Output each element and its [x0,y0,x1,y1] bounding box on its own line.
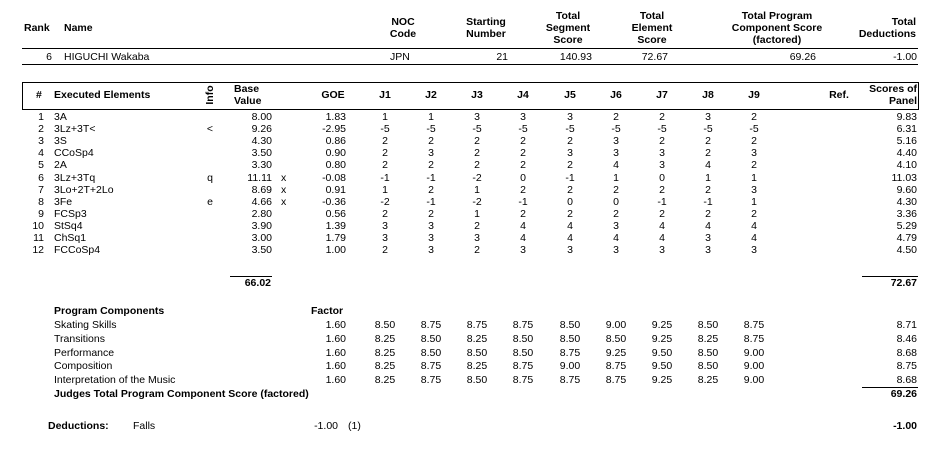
element-panel-score: 4.30 [896,195,917,208]
element-judge-score: 3 [613,135,619,148]
component-judge-score: 9.25 [605,346,627,359]
element-panel-score: 3.36 [896,207,917,220]
element-judge-score: 2 [474,219,480,232]
component-judge-score: 8.50 [512,346,534,359]
header-rule [22,48,918,49]
element-judge-score: -5 [380,123,390,136]
element-number: 7 [38,183,44,196]
element-goe: 0.90 [325,147,346,160]
element-judge-score: -2 [472,171,482,184]
component-judge-score: 8.75 [512,319,534,331]
element-judge-score: 1 [705,171,711,184]
element-judge-score: 2 [428,183,434,196]
component-judge-score: 9.25 [651,374,673,387]
element-judge-score: 2 [382,207,388,220]
element-goe: 0.86 [325,135,346,148]
element-base-value: 3.50 [251,244,272,257]
judge-header: J1 [379,89,391,101]
element-judge-score: 4 [705,219,711,232]
element-name: 3Lz+3T< [54,123,96,136]
program-components-title: Program Components [54,305,165,317]
element-judge-score: 3 [659,159,665,172]
element-judge-score: 2 [659,111,665,123]
element-judge-score: 3 [751,244,757,257]
element-judge-score: 2 [520,183,526,196]
component-judge-score: 8.25 [466,332,488,345]
element-base-value: 4.30 [251,135,272,148]
element-judge-score: 2 [613,111,619,123]
element-judge-score: 2 [428,207,434,220]
component-judge-score: 8.75 [420,374,442,387]
element-judge-score: 2 [474,147,480,160]
segment-score-header-line1: Total [555,10,581,22]
skater-noc: JPN [390,51,410,63]
component-name: Composition [54,360,113,373]
component-judge-score: 8.75 [512,360,534,373]
element-panel-score: 9.83 [896,111,917,123]
component-judge-score: 8.50 [374,319,396,331]
element-judge-score: 2 [567,183,573,196]
element-number: 3 [38,135,44,148]
element-name: 3Lz+3Tq [54,171,96,184]
element-judge-score: 2 [382,135,388,148]
element-goe: 1.79 [325,232,346,244]
element-base-value: 8.69 [251,183,272,196]
element-number: 1 [38,111,44,123]
skater-element-score: 72.67 [641,51,668,63]
starting-number-header-line1: Starting [466,16,506,28]
element-judge-score: 1 [474,183,480,196]
element-judge-score: 2 [520,135,526,148]
element-judge-score: 3 [428,147,434,160]
element-info: < [206,123,214,136]
component-judge-score: 8.25 [374,332,396,345]
component-judge-score: 8.25 [374,374,396,387]
judge-header: J4 [517,89,529,101]
base-value-header-line2: Value [234,95,262,107]
scores-of-panel-header-line1: Scores of [869,83,917,95]
element-judge-score: 2 [705,135,711,148]
judge-header: J8 [702,89,714,101]
element-judge-score: 3 [613,244,619,257]
element-judge-score: 2 [751,159,757,172]
element-number: 8 [38,195,44,208]
component-judge-score: 8.50 [559,319,581,331]
component-judge-score: 8.50 [697,319,719,331]
component-judge-score: 9.50 [651,360,673,373]
judge-header: J6 [610,89,622,101]
element-judge-score: -1 [657,195,667,208]
component-judge-score: 8.50 [559,332,581,345]
rank-header: Rank [24,22,50,34]
element-goe: -0.08 [322,171,346,184]
element-judge-score: 2 [520,159,526,172]
element-goe: 1.83 [325,111,346,123]
element-judge-score: 1 [474,207,480,220]
element-judge-score: -5 [565,123,575,136]
element-panel-score: 4.10 [896,159,917,172]
element-judge-score: 2 [659,183,665,196]
element-judge-score: -5 [472,123,482,136]
element-number: 4 [38,147,44,160]
component-judge-score: 8.75 [605,374,627,387]
element-judge-score: 4 [659,232,665,244]
element-judge-score: -5 [518,123,528,136]
component-judge-score: 8.50 [697,346,719,359]
component-factor: 1.60 [325,360,346,373]
element-number: 6 [38,171,44,184]
element-judge-score: 4 [520,232,526,244]
element-judge-score: 1 [428,111,434,123]
element-judge-score: 4 [613,232,619,244]
deduction-value: -1.00 [314,420,338,432]
component-name: Interpretation of the Music [54,374,176,387]
skater-name: HIGUCHI Wakaba [64,51,150,63]
element-judge-score: 2 [613,183,619,196]
element-judge-score: 1 [613,171,619,184]
component-judge-score: 8.25 [697,374,719,387]
component-judge-score: 8.75 [420,360,442,373]
element-name: 3S [54,135,67,148]
judge-header: J5 [564,89,576,101]
element-judge-score: 2 [382,147,388,160]
element-judge-score: 1 [751,195,757,208]
element-judge-score: 3 [659,147,665,160]
element-goe: -0.36 [322,195,346,208]
component-judge-score: 9.00 [743,346,765,359]
element-judge-score: 2 [659,135,665,148]
components-total-score: 69.26 [890,388,917,400]
element-judge-score: 3 [567,244,573,257]
element-name: 3Lo+2T+2Lo [54,183,114,196]
component-judge-score: 8.75 [605,360,627,373]
element-base-value: 4.66 [251,195,272,208]
element-number: 9 [38,207,44,220]
skater-component-score: 69.26 [789,51,816,63]
element-score-header-line3: Score [637,34,667,46]
element-judge-score: -5 [657,123,667,136]
element-bonus-marker: x [281,195,287,208]
element-judge-score: -1 [703,195,713,208]
component-factor: 1.60 [325,346,346,359]
element-panel-score: 4.40 [896,147,917,160]
skater-segment-score: 140.93 [559,51,592,63]
ref-header: Ref. [829,89,849,101]
deduction-type: Falls [133,420,156,432]
element-judge-score: -1 [426,171,436,184]
name-header: Name [64,22,93,34]
element-judge-score: 3 [428,219,434,232]
element-base-value: 9.26 [251,123,272,136]
component-score-header-line2: Component Score [731,22,823,34]
element-judge-score: -1 [380,171,390,184]
element-judge-score: 3 [382,219,388,232]
component-judge-score: 8.25 [697,332,719,345]
element-panel-score: 4.79 [896,232,917,244]
element-judge-score: -1 [565,171,575,184]
element-goe: 1.00 [325,244,346,257]
element-goe: 0.80 [325,159,346,172]
component-judge-score: 9.25 [651,319,673,331]
element-judge-score: 3 [613,219,619,232]
element-number: 10 [32,219,44,232]
element-judge-score: 2 [751,135,757,148]
component-judge-score: 8.75 [420,319,442,331]
element-panel-score: 11.03 [891,171,917,184]
element-judge-score: 3 [659,244,665,257]
element-judge-score: 2 [705,183,711,196]
judge-header: J7 [656,89,668,101]
element-judge-score: -5 [426,123,436,136]
component-judge-score: 9.50 [651,346,673,359]
element-base-value: 3.00 [251,232,272,244]
element-number-header: # [36,89,42,101]
element-judge-score: -2 [472,195,482,208]
component-score-header-line1: Total Program [741,10,813,22]
element-base-value: 3.90 [251,219,272,232]
component-factor: 1.60 [325,319,346,331]
component-judge-score: 8.50 [420,332,442,345]
element-judge-score: 2 [428,135,434,148]
element-name: 3A [54,111,67,123]
judge-header: J2 [425,89,437,101]
element-judge-score: 2 [751,207,757,220]
component-name: Transitions [54,332,105,345]
element-judge-score: -5 [749,123,759,136]
element-judge-score: 3 [474,111,480,123]
element-name: FCSp3 [54,207,87,220]
element-judge-score: 2 [613,207,619,220]
element-judge-score: 4 [751,232,757,244]
element-goe: 0.56 [325,207,346,220]
element-judge-score: 3 [520,244,526,257]
element-judge-score: 4 [659,219,665,232]
component-judge-score: 8.75 [559,374,581,387]
segment-score-header-line3: Score [553,34,583,46]
component-factor: 1.60 [325,374,346,387]
element-judge-score: 0 [659,171,665,184]
component-judge-score: 8.50 [697,360,719,373]
element-goe: 1.39 [325,219,346,232]
element-number: 2 [38,123,44,136]
element-judge-score: 2 [567,159,573,172]
judge-header: J9 [748,89,760,101]
element-bonus-marker: x [281,171,287,184]
element-base-value: 8.00 [251,111,272,123]
component-judge-score: 8.50 [420,346,442,359]
components-total-label: Judges Total Program Component Score (factored) [54,388,309,400]
deduction-count: (1) [348,420,361,432]
element-score-header-line2: Element [631,22,673,34]
component-judge-score: 9.00 [605,319,627,331]
component-judge-score: 9.00 [559,360,581,373]
component-judge-score: 9.00 [743,360,765,373]
element-judge-score: 3 [567,147,573,160]
element-judge-score: 2 [705,147,711,160]
element-judge-score: 4 [567,219,573,232]
skater-rank: 6 [46,51,52,63]
element-panel-score: 9.60 [896,183,917,196]
component-judge-score: 8.50 [466,374,488,387]
element-judge-score: -1 [518,195,528,208]
element-judge-score: 2 [382,244,388,257]
elements-score-total: 72.67 [890,277,917,289]
element-judge-score: 2 [520,207,526,220]
component-judge-score: 8.25 [374,360,396,373]
element-judge-score: 2 [520,147,526,160]
component-factor: 1.60 [325,332,346,345]
element-judge-score: 2 [567,207,573,220]
element-name: 2A [54,159,67,172]
component-panel-score: 8.46 [896,332,917,345]
component-judge-score: 8.25 [374,346,396,359]
executed-elements-header: Executed Elements [54,89,151,101]
element-judge-score: 2 [428,159,434,172]
element-judge-score: 3 [705,244,711,257]
element-judge-score: 4 [520,219,526,232]
component-panel-score: 8.68 [896,346,917,359]
component-name: Skating Skills [54,319,117,331]
element-judge-score: -1 [426,195,436,208]
element-judge-score: 2 [567,135,573,148]
element-judge-score: 3 [382,232,388,244]
element-number: 12 [32,244,44,257]
element-judge-score: 0 [567,195,573,208]
component-judge-score: 8.50 [512,332,534,345]
element-judge-score: 2 [705,207,711,220]
element-bonus-marker: x [281,183,287,196]
element-panel-score: 4.50 [896,244,917,257]
element-judge-score: 3 [474,232,480,244]
element-judge-score: 1 [382,111,388,123]
starting-number-header-line2: Number [466,28,506,40]
element-judge-score: 1 [751,171,757,184]
deductions-total: -1.00 [893,420,917,432]
element-judge-score: 1 [382,183,388,196]
component-panel-score: 8.75 [896,360,917,373]
noc-header-line1: NOC [391,16,415,28]
element-number: 11 [33,232,44,244]
element-name: FCCoSp4 [54,244,101,257]
element-info: e [207,195,213,208]
factor-header: Factor [311,305,344,317]
element-judge-score: 0 [520,171,526,184]
info-header: Info [204,85,216,105]
component-score-header-line3: (factored) [752,34,802,46]
deductions-header-line2: Deductions [858,28,916,40]
element-panel-score: 5.16 [896,135,917,148]
element-goe: -2.95 [322,123,346,136]
element-judge-score: 2 [751,111,757,123]
component-panel-score: 8.68 [896,374,917,387]
element-judge-score: 4 [613,159,619,172]
noc-header-line2: Code [389,28,417,40]
component-judge-score: 8.25 [466,360,488,373]
element-judge-score: 4 [751,219,757,232]
element-score-header-line1: Total [639,10,665,22]
goe-header: GOE [321,89,345,101]
element-judge-score: 3 [705,232,711,244]
element-judge-score: 4 [705,159,711,172]
element-base-value: 11.11 [247,171,272,184]
element-judge-score: 3 [751,183,757,196]
element-info: q [207,171,213,184]
element-name: 3Fe [54,195,73,208]
component-judge-score: 9.00 [743,374,765,387]
element-judge-score: 3 [613,147,619,160]
element-judge-score: -5 [611,123,621,136]
deductions-header-line1: Total [891,16,916,28]
skater-deductions: -1.00 [893,51,917,63]
component-judge-score: 8.75 [743,332,765,345]
segment-score-header-line2: Segment [545,22,591,34]
component-judge-score: 8.50 [466,346,488,359]
base-value-header-line1: Base [234,83,260,95]
component-name: Performance [54,346,115,359]
skater-starting-number: 21 [496,51,508,63]
element-panel-score: 5.29 [896,219,917,232]
component-judge-score: 8.50 [605,332,627,345]
component-judge-score: 8.75 [466,319,488,331]
element-judge-score: 2 [382,159,388,172]
element-judge-score: 4 [567,232,573,244]
element-judge-score: 3 [567,111,573,123]
element-judge-score: 3 [428,232,434,244]
element-judge-score: 3 [705,111,711,123]
element-judge-score: 3 [428,244,434,257]
element-panel-score: 6.31 [896,123,917,136]
element-name: StSq4 [54,219,83,232]
component-judge-score: 8.75 [743,319,765,331]
element-judge-score: 3 [520,111,526,123]
element-judge-score: 2 [659,207,665,220]
component-judge-score: 8.75 [559,346,581,359]
element-number: 5 [38,159,44,172]
element-judge-score: 2 [474,159,480,172]
element-judge-score: 2 [474,244,480,257]
element-name: ChSq1 [54,232,87,244]
component-judge-score: 8.75 [512,374,534,387]
element-base-value: 3.30 [251,159,272,172]
element-goe: 0.91 [325,183,346,196]
element-judge-score: -2 [380,195,390,208]
element-judge-score: 0 [613,195,619,208]
judge-header: J3 [471,89,483,101]
element-judge-score: 3 [751,147,757,160]
summary-bottom-rule [22,64,918,65]
element-name: CCoSp4 [54,147,94,160]
element-base-value: 2.80 [251,207,272,220]
deductions-label: Deductions: [48,420,109,432]
scores-of-panel-header-line2: Panel [888,95,917,107]
element-judge-score: 2 [474,135,480,148]
component-panel-score: 8.71 [896,319,917,331]
element-base-value: 3.50 [251,147,272,160]
component-judge-score: 9.25 [651,332,673,345]
element-judge-score: -5 [703,123,713,136]
elements-base-total: 66.02 [244,277,271,289]
